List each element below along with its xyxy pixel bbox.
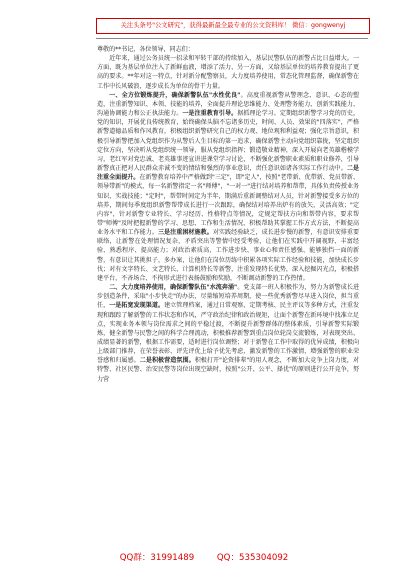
bold-heading-run: 二是注重全面提升。 [97,165,359,182]
header-divider [96,38,368,39]
text-run: 在新警教育培养中严格做到"三定"，即"定人"，按照"老带新、优带新、党员带新、领导带新"的模式，每一名新警指定一名"师傅"，"一对一"进行结对培养和帮带，具体负责传授业务知识、实战技能；"定时"，帮带时间定为半年，期满后重新调整结对人员，针对新警接受多方位的培养，期间每季度组织新警帮带成长进行一次跟踪，确保结对培养出炉有的放矢，灵活高效；"定内容"，针对新警专业特长、学习经历、性格特点等情况，定规定帮扶方向和帮带内容，要求帮带"师傅"及时把握新警的学习、思想、工作和生活情况，积极帮助其掌握工作方式方法，不断提高业务水平和工作能力。 [97,174,359,237]
text-run: 据抓理论学习。定期组织新警学习党的历史，党的知识，开展优良传统教育，始终确保头脑不忘诸多历史，时间、人员、效果的"四落实"，严格新警道德品质和作风教育，积极组织新警研究自己的权力观、地位观和利益观；强化宗旨意识，积极引导新警把加入党组织作为从警后人生目标的第一追求，确保新警主动向党组织靠拢，坚定组织定位方向，坚决听从党组织统一领导，服从党组织指挥；锻造敬业精神，深入开展向老英雄楷模学习，老红军对党忠诚、老英雄事迹宣讲进课堂学习讨论，不断强化新警职业素质和职业修养，引导新警真正把对人民群众赤诚不变的情结和强烈的事业意识，责任意识如诸各实际工作行动中。 [97,110,359,173]
body-paragraph [97,54,359,91]
body-paragraph [97,283,359,384]
footer-qq-group: QQ群：31991489 [119,553,195,563]
header-banner-text: 关注头条号"公文研究"，获得最新最全最专业的公文资料库！ 微信：gongwenyj [120,22,346,29]
bold-heading-run: 一是拓宽发现渠道。 [109,302,165,310]
footer-qq: QQ：535304092 [216,553,289,563]
salutation: 尊敬的**书记，各位领导，同志们： [97,46,194,53]
header-banner [96,18,370,34]
text-run: 积极打开"论资排辈"的用人观念，不断加大竞争上岗力度，对特警、社区民警、治安民警等岗位出现空缺时，按照"公开、公平、择优"的原则进行公开竞争，努力营 [97,357,359,383]
bold-heading-run: 一、全方位锻炼提升，确保新警队伍"水性优良" [109,91,241,99]
document-body [97,45,359,550]
text-run: 建立管理档案，通过日常观察、定期考核、民主评议等多种方式，注重发现和跟踪了解新警的工作状态和作风，严守政治纪律和政治规矩，让面个新警在新环境中找准立足点，实现业务本领与岗位需求之间的平稳过渡，不断提升新警群体的整体素质，引导新警实际锻炼，健全新警与民警之间的科学合理流动，积极推荐新警到重点岗位轮岗交流锻炼，对表现突出、成绩显著的新警，根据工作需要，适时进行岗位调整；对于新警在工作中取得的优异成绩，积极向上级部门推荐，在荣誉表彰、评先评优上给予优先考虑，激发新警的工作激情，增强新警的职业荣誉感和归属感。 [97,302,359,365]
bold-heading-run: 一是注重教育引导。 [182,110,238,118]
text-run: 对实践经验缺乏，成长进步慢的新警，有意识安排重要联络，让新警在处理情况复杂，矛盾突出等警情中经受考验，让他们在实践中开阔视野、丰富经验、熟悉程序、提高能力；对政治素质高、工作进步快、事业心和责任感强、能够独挡一面的新警，有意识让其挑担子，多办案，让他们在岗位历练中积累各项实际工作经验和技能，加快成长步伐；对有文字特长、文艺特长、计算机特长等新警，注重发现特长优势，深入挖掘闪光点，积极搭建平台，不吝场合、不拘形式进行表扬鼓励和奖励，不断调动新警的工作热情。 [97,229,359,282]
bold-heading-run: 二是积极营造氛围。 [139,357,195,365]
body-paragraph [97,91,359,283]
bold-heading-run: 三是注重困材施教。 [157,229,213,237]
text-run: 。高度重视新警从警理念、意识、心态的塑造，注重新警知识、本领、技能的培养，全面提升理论思维能力、处理警务能力、创新实践能力、沟通协调能力和公正执法能力。 [97,91,359,118]
text-run: 。党支部一班人积极作为，努力为新警成长进步创造条件，采取"小步快走"的办法，尽量缩短培养周期，使一些优秀新警尽早进入岗位，担当重任， [97,284,359,310]
text-run: 近年来，通过公务员统一招录和军转干部的持续加入，基层民警队伍的新警占比日益增大。一方面，既为基层单位注入了新鲜血液，增添了活力、另一方面，又给基层单位的培养教育提出了更高的要求。**年对这一特点，针对新分配警察员，大力度培养使用，常态化管理监督，确保新警在工作中长风破浪，逐步成长为单位的骨干力量。 [97,55,359,90]
footer-contact [0,552,408,564]
bold-heading-run: 二、大力度培养使用，确保新警队伍"水流奔涌" [109,284,238,292]
